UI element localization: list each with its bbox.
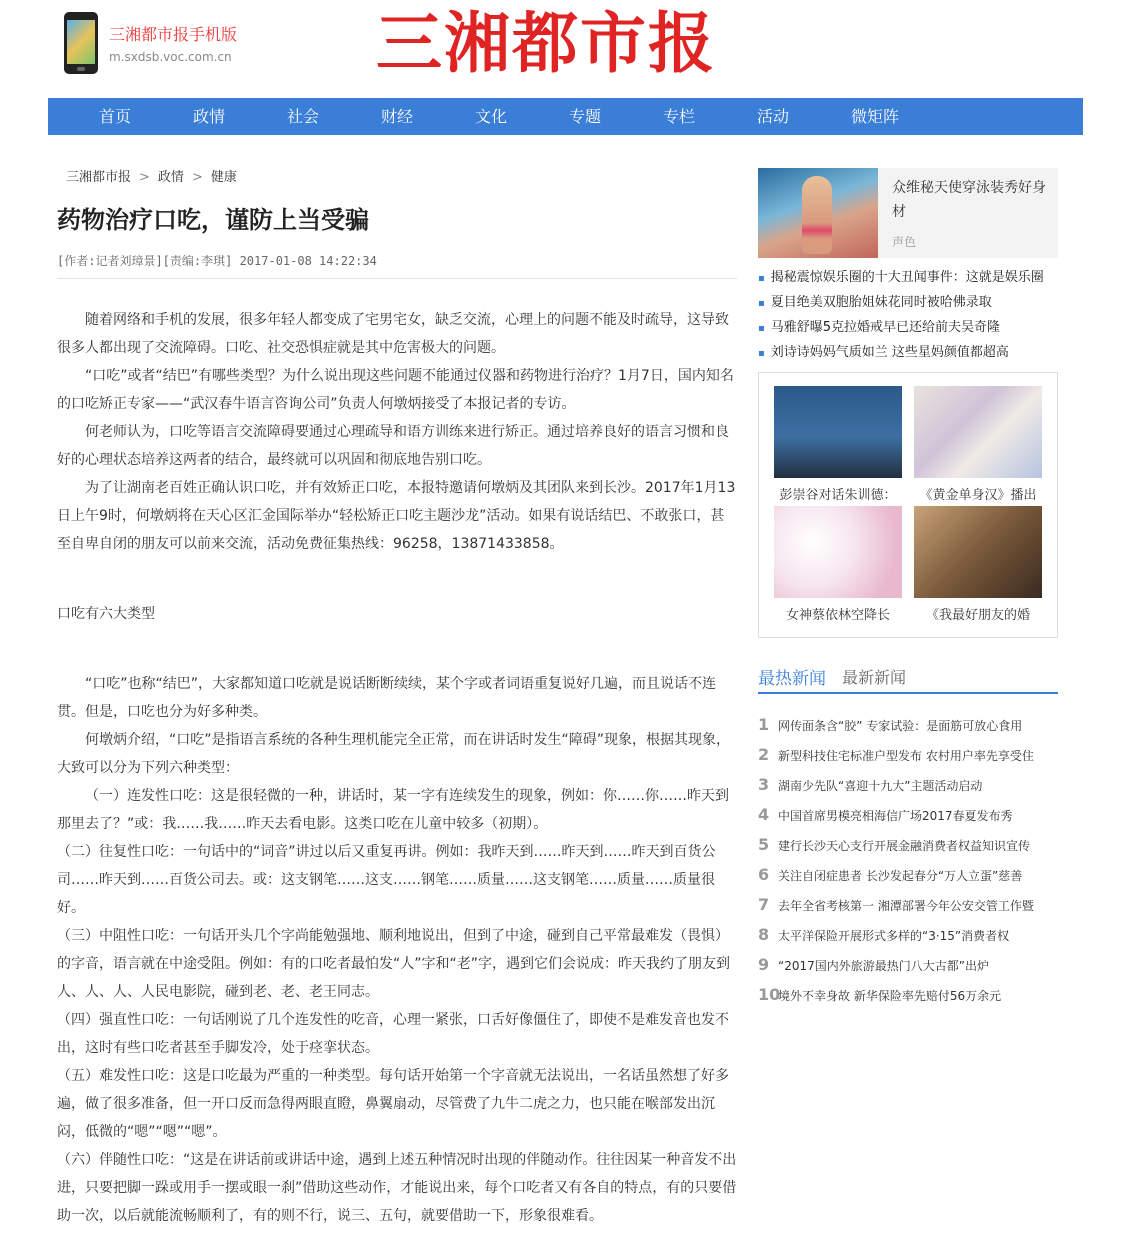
breadcrumb-separator: >: [139, 170, 150, 185]
rank-number: 9: [758, 955, 770, 974]
nav-item-home[interactable]: 首页: [99, 107, 132, 126]
paragraph: 随着网络和手机的发展，很多年轻人都变成了宅男宅女，缺乏交流，心理上的问题不能及时疏导，这导致很多人都出现了交流障碍。口吃、社交恐惧症就是其中危害极大的问题。: [57, 312, 729, 356]
main-nav: [48, 98, 1083, 135]
hot-news-list: [758, 712, 1058, 1012]
gallery-image[interactable]: [774, 506, 902, 598]
gallery-image[interactable]: [914, 386, 1042, 478]
featured-image[interactable]: [758, 168, 878, 258]
rank-title[interactable]: 太平洋保险开展形式多样的“3·15”消费者权: [778, 929, 1010, 943]
rank-title[interactable]: 湖南少先队“喜迎十九大”主题活动启动: [778, 779, 983, 793]
rank-title[interactable]: 中国首席男模亮相海信广场2017春夏发布秀: [778, 809, 1013, 823]
gallery-caption[interactable]: 《我最好朋友的婚: [925, 608, 1030, 623]
nav-item-society[interactable]: 社会: [287, 107, 320, 126]
paragraph: 为了让湖南老百姓正确认识口吃，并有效矫正口吃，本报特邀请何墩炳及其团队来到长沙。2017年1月13日上午9时，何墩炳将在天心区汇金国际举办“轻松矫正口吃主题沙龙”活动。如果有说话结巴、不敢张口，甚至自卑自闭的朋友可以前来交流，活动免费征集热线：96258，13871433858。: [57, 480, 736, 552]
paragraph: （二）往复性口吃：一句话中的“词音”讲过以后又重复再讲。例如：我昨天到……昨天到……昨天到百货公司……昨天到……百货公司去。或：这支钢笔……这支……钢笔……质量……这支钢笔……质量……质量很好。: [57, 844, 716, 916]
ranking-item[interactable]: [758, 922, 1058, 952]
gallery-image[interactable]: [774, 386, 902, 478]
rank-title[interactable]: 建行长沙天心支行开展金融消费者权益知识宣传: [778, 839, 1031, 853]
featured-author: 声色: [892, 235, 917, 249]
nav-item-events[interactable]: 活动: [757, 107, 790, 126]
phone-screen: [67, 20, 95, 64]
rank-number: 5: [758, 835, 770, 854]
rank-number: 4: [758, 805, 770, 824]
breadcrumb-sub[interactable]: 健康: [210, 170, 237, 185]
mobile-version-link[interactable]: 三湘都市报手机版: [109, 25, 238, 44]
list-item[interactable]: ▪ 夏目绝美双胞胎姐妹花同时被哈佛录取: [758, 291, 1058, 316]
nav-item-micro-matrix[interactable]: 微矩阵: [851, 107, 900, 126]
rank-number: 8: [758, 925, 770, 944]
divider: [57, 278, 737, 279]
breadcrumb: [66, 166, 237, 185]
ranking-item[interactable]: [758, 742, 1058, 772]
rank-number: 2: [758, 745, 770, 764]
article-title: 药物治疗口吃，谨防上当受骗: [57, 206, 369, 234]
ranking-item[interactable]: [758, 982, 1058, 1012]
site-header: [0, 0, 1131, 98]
tab-latest-news[interactable]: 最新新闻: [842, 668, 907, 687]
gallery-caption[interactable]: 女神蔡依林空降长: [785, 608, 890, 623]
ranking-item[interactable]: [758, 862, 1058, 892]
gallery-caption[interactable]: 彭崇谷对话朱训德：: [779, 488, 897, 503]
mobile-phone-icon[interactable]: [64, 12, 98, 74]
nav-item-culture[interactable]: 文化: [475, 107, 508, 126]
nav-item-topics[interactable]: 专题: [569, 107, 602, 126]
gallery-image[interactable]: [914, 506, 1042, 598]
nav-item-columns[interactable]: 专栏: [663, 107, 696, 126]
breadcrumb-separator: >: [191, 170, 203, 185]
list-item[interactable]: ▪ 马雅舒曝5克拉婚戒早已还给前夫吴奇隆: [758, 316, 1058, 341]
site-logo[interactable]: 三湘都市报: [376, 5, 716, 82]
featured-figure: [802, 176, 832, 254]
rank-number: 3: [758, 775, 770, 794]
breadcrumb-section[interactable]: 政情: [157, 170, 184, 185]
paragraph: 何墩炳介绍，“口吃”是指语言系统的各种生理机能完全正常，而在讲话时发生“障碍”现象，根据其现象，大致可以分为下列六种类型：: [57, 732, 731, 776]
ranking-item[interactable]: [758, 712, 1058, 742]
rank-title[interactable]: “2017国内外旅游最热门八大古都”出炉: [778, 959, 989, 973]
gallery-caption[interactable]: 《黄金单身汉》播出: [919, 488, 1037, 503]
rank-title[interactable]: 网传面条含“胶” 专家试验：是面筋可放心食用: [778, 719, 1023, 733]
rank-title[interactable]: 境外不幸身故 新华保险率先赔付56万余元: [778, 989, 1002, 1003]
tab-hot-news[interactable]: 最热新闻: [758, 669, 826, 689]
paragraph: （一）连发性口吃：这是很轻微的一种，讲话时，某一字有连续发生的现象，例如：你……你……昨天到那里去了？”或：我……我……昨天去看电影。这类口吃在儿童中较多（初期）。: [57, 788, 729, 832]
paragraph: （五）难发性口吃：这是口吃最为严重的一种类型。每句话开始第一个字音就无法说出，一名话虽然想了好多遍，做了很多准备，但一开口反而急得两眼直瞪，鼻翼扇动，尽管费了九牛二虎之力，也只能在喉部发出沉闷，低微的“嗯”“嗯”“嗯”。: [57, 1068, 729, 1140]
article-meta: [作者:记者刘璋景][责编:李琪] 2017-01-08 14:22:34: [57, 254, 377, 268]
paragraph: （三）中阻性口吃：一句话开头几个字尚能勉强地、顺利地说出，但到了中途，碰到自己平常最难发（畏惧）的字音，语言就在中途受阻。例如：有的口吃者最怕发“人”字和“老”字，遇到它们会说成：昨天我约了朋友到人、人、人、人民电影院，碰到老、老、老王同志。: [57, 928, 731, 1000]
rank-title[interactable]: 去年全省考核第一 湘潭部署今年公安交管工作暨: [778, 899, 1034, 913]
paragraph: （四）强直性口吃：一句话刚说了几个连发性的吃音，心理一紧张，口舌好像僵住了，即使不是难发音也发不出，这时有些口吃者甚至手脚发冷，处于痉挛状态。: [57, 1012, 729, 1056]
headline-list: [758, 266, 1058, 366]
rank-number: 6: [758, 865, 770, 884]
rank-title[interactable]: 新型科技住宅标准户型发布 农村用户率先享受住: [778, 749, 1034, 763]
ranking-item[interactable]: [758, 832, 1058, 862]
rank-title[interactable]: 关注自闭症患者 长沙发起春分“万人立蛋”慈善: [778, 869, 1023, 883]
featured-title[interactable]: 众维秘天使穿泳装秀好身材: [892, 180, 1046, 220]
list-item[interactable]: ▪ 揭秘震惊娱乐圈的十大丑闻事件：这就是娱乐圈: [758, 266, 1058, 291]
ranking-item[interactable]: [758, 802, 1058, 832]
mobile-url: m.sxdsb.voc.com.cn: [109, 50, 232, 64]
paragraph: “口吃”也称“结巴”，大家都知道口吃就是说话断断续续，某个字或者词语重复说好几遍，而且说话不连贯。但是，口吃也分为好多种类。: [57, 676, 717, 720]
rank-number: 7: [758, 895, 770, 914]
ranking-item[interactable]: [758, 772, 1058, 802]
rank-number: 10: [758, 985, 781, 1004]
breadcrumb-home[interactable]: 三湘都市报: [66, 170, 132, 185]
phone-home-button: [77, 67, 85, 71]
list-item[interactable]: ▪ 刘诗诗妈妈气质如兰 这些星妈颜值都超高: [758, 341, 1058, 366]
article-body-types: [57, 670, 737, 1230]
featured-story[interactable]: [758, 168, 1058, 258]
nav-item-politics[interactable]: 政情: [193, 107, 226, 126]
ranking-item[interactable]: [758, 952, 1058, 982]
ranking-item[interactable]: [758, 892, 1058, 922]
paragraph: （六）伴随性口吃：“这是在讲话前或讲话中途，遇到上述五种情况时出现的伴随动作。往往因某一种音发不出进，只要把脚一跺或用手一摆或眼一刹”借助这些动作，才能说出来，每个口吃者又有各自的特点，有的只要借助一次，以后就能流畅顺利了，有的则不行，说三、五句，就要借助一下，形象很难看。: [57, 1152, 737, 1224]
news-tabs: [758, 662, 1058, 694]
nav-item-finance[interactable]: 财经: [381, 107, 414, 126]
article-subheading: 口吃有六大类型: [57, 606, 155, 622]
photo-gallery: [758, 372, 1058, 638]
rank-number: 1: [758, 715, 770, 734]
paragraph: 何老师认为，口吃等语言交流障碍要通过心理疏导和语方训练来进行矫正。通过培养良好的语言习惯和良好的心理状态培养这两者的结合，最终就可以巩固和彻底地告别口吃。: [57, 424, 729, 468]
paragraph: “口吃”或者“结巴”有哪些类型？为什么说出现这些问题不能通过仪器和药物进行治疗？1月7日，国内知名的口吃矫正专家——“武汉春牛语言咨询公司”负责人何墩炳接受了本报记者的专访。: [57, 368, 734, 412]
article-body-top: [57, 306, 737, 558]
